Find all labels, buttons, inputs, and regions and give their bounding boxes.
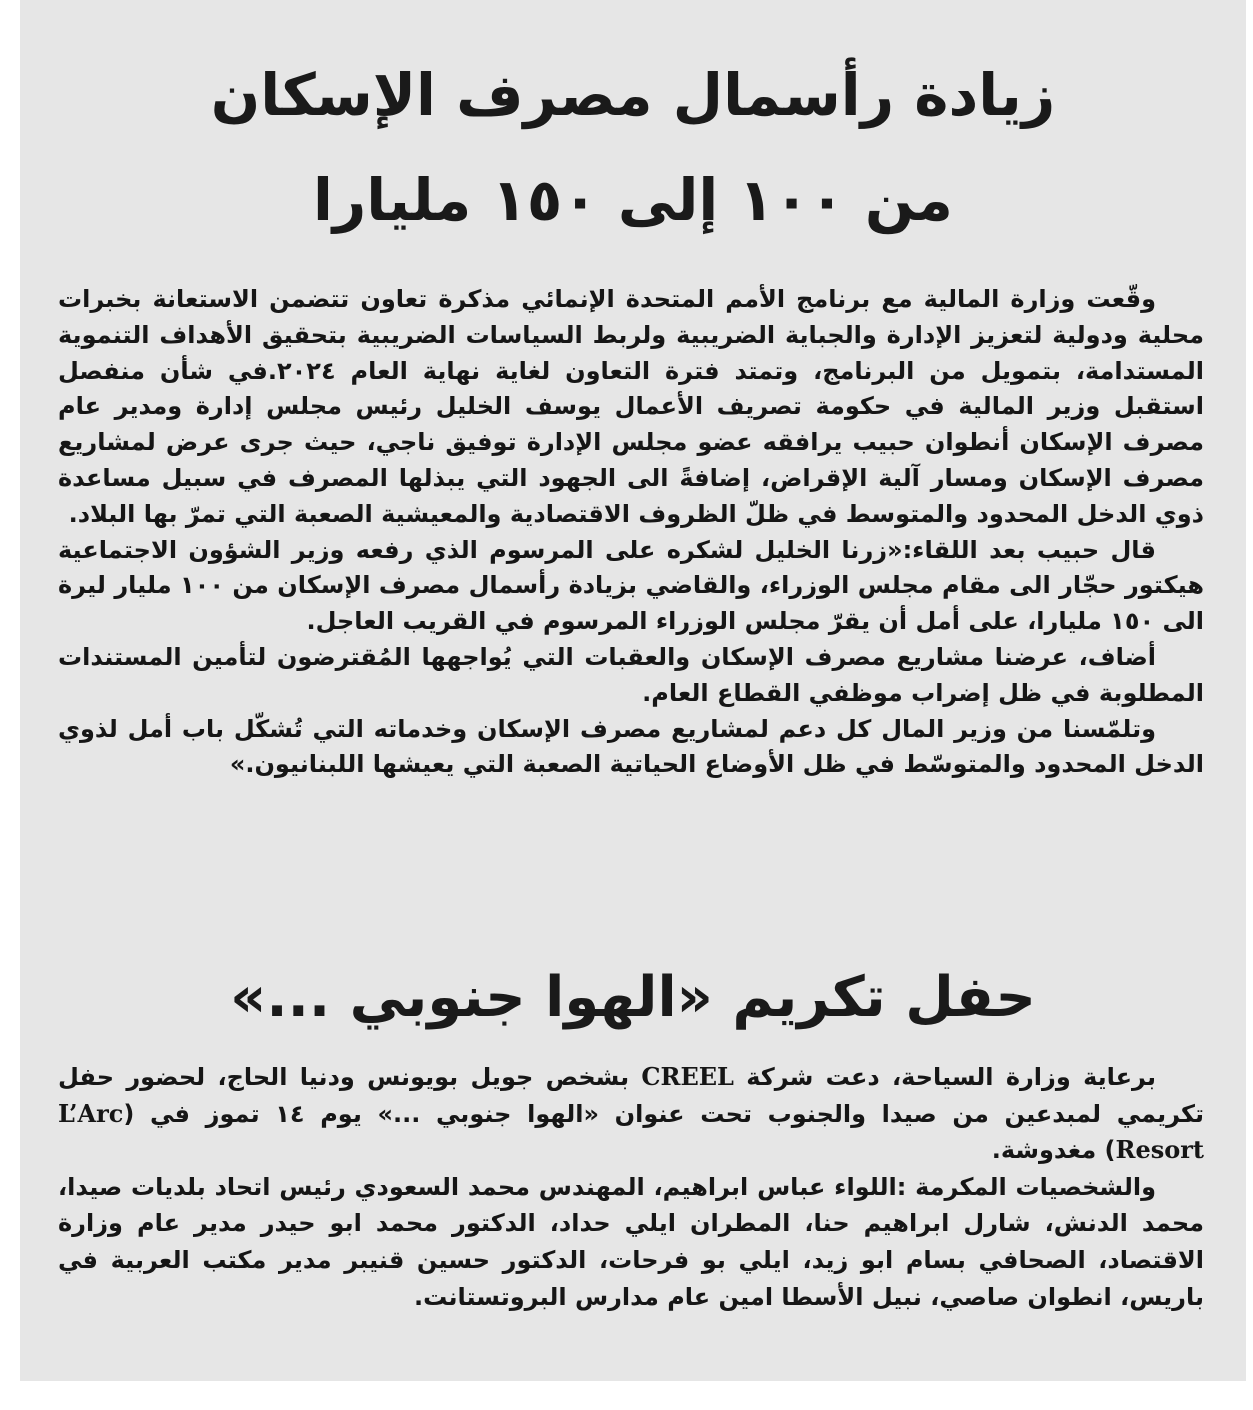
newspaper-clipping [20, 0, 1246, 1381]
article-1-paragraph-4: وتلمّسنا من وزير المال كل دعم لمشاريع مصرف الإسكان وخدماته التي تُشكّل باب أمل لذوي الدخل المحدود والمتوسّط في ظل الأوضاع الحياتية الصعبة التي يعيشها اللبنانيون.» [58, 714, 1204, 779]
headline-article-2: حفل تكريم «الهوا جنوبي ...» [230, 965, 1036, 1030]
headline-line-2: من ١٠٠ إلى ١٥٠ مليارا [313, 166, 953, 234]
paragraph-1-end: ) مغدوشة. [991, 1136, 1116, 1165]
paragraph-1-intro: برعاية وزارة السياحة، دعت شركة [733, 1063, 1156, 1091]
article-1-paragraph-3: أضاف، عرضنا مشاريع مصرف الإسكان والعقبات التي يُواجهها المُقترضون لتأمين المستندات المطلوبة في ظل إضراب موظفي القطاع العام. [58, 642, 1204, 707]
article-2-paragraph-1 [58, 1059, 1204, 1169]
headline-line-1: زيادة رأسمال مصرف الإسكان [210, 61, 1056, 129]
article-1-body [58, 282, 1204, 783]
company-name: CREEL [641, 1062, 734, 1091]
venue-name: L’Arc Resort [58, 1098, 1204, 1165]
paragraph-1-middle: بشخص جويل بويونس ودنيا الحاج، لحضور حفل تكريمي لمبدعين من صيدا والجنوب تحت عنوان «الهوا جنوبي ...» يوم ١٤ تموز في ( [58, 1063, 1205, 1128]
article-1-paragraph-1: وقّعت وزارة المالية مع برنامج الأمم المتحدة الإنمائي مذكرة تعاون تتضمن الاستعانة بخبرات محلية ودولية لتعزيز الإدارة والجباية الضريبية ولربط السياسات الضريبية بتحقيق الأهداف التنموية المستدامة، بتمويل من البرنامج، وتمتد فترة التعاون لغاية نهاية العام ٢٠٢٤.في شأن منفصل استقبل وزير المالية في حكومة تصريف الأعمال يوسف الخليل رئيس مجلس إدارة ومدير عام مصرف الإسكان أنطوان حبيب يرافقه عضو مجلس الإدارة توفيق ناجي، حيث جرى عرض لمشاريع مصرف الإسكان ومسار آلية الإقراض، إضافةً الى الجهود التي يبذلها المصرف في سبيل مساعدة ذوي الدخل المحدود والمتوسط في ظلّ الظروف الاقتصادية والمعيشية الصعبة التي تمرّ بها البلاد. [58, 285, 1205, 528]
article-1-paragraph-2: قال حبيب بعد اللقاء:«زرنا الخليل لشكره على المرسوم الذي رفعه وزير الشؤون الاجتماعية هيكتور حجّار الى مقام مجلس الوزراء، والقاضي بزيادة رأسمال مصرف الإسكان من ١٠٠ مليار ليرة الى ١٥٠ مليارا، على أمل أن يقرّ مجلس الوزراء المرسوم في القريب العاجل. [58, 535, 1204, 636]
article-2-body [58, 1059, 1204, 1315]
article-2-paragraph-2: والشخصيات المكرمة :اللواء عباس ابراهيم، المهندس محمد السعودي رئيس اتحاد بلديات صيدا، محمد الدنش، شارل ابراهيم حنا، المطران ايلي حداد، الدكتور محمد ابو حيدر مدير عام وزارة الاقتصاد، الصحافي بسام ابو زيد، ايلي بو فرحات، الدكتور حسين قنيبر مدير مكتب العربية في باريس، انطوان صاصي، نبيل الأسطا امين عام مدارس البروتستانت. [58, 1172, 1204, 1311]
